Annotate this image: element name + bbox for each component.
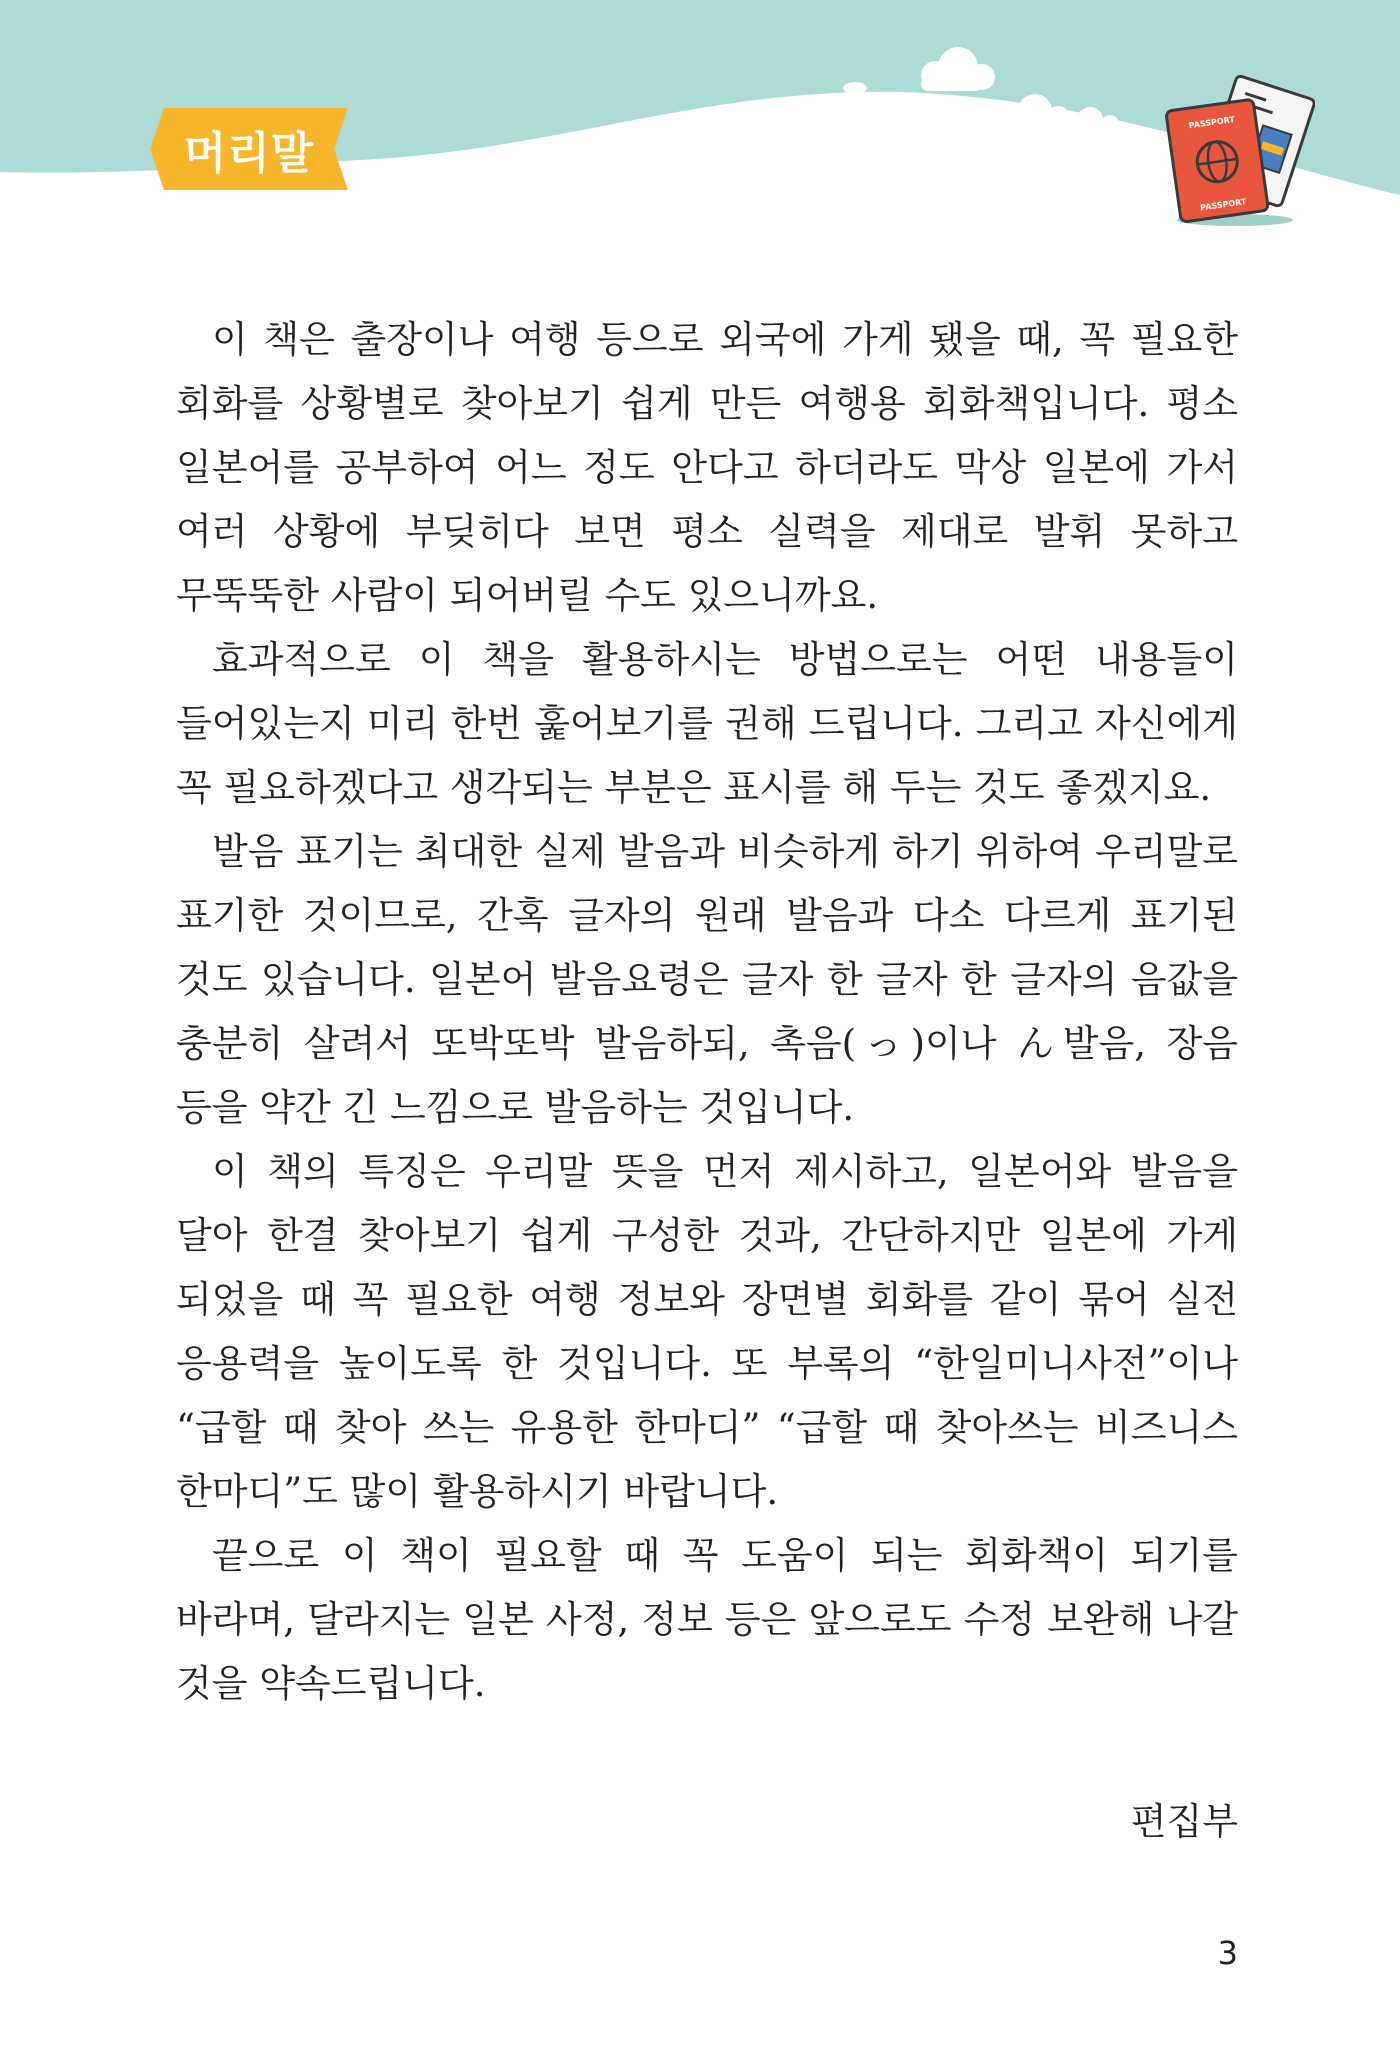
preface-body [176, 308, 1238, 1716]
passport-icon [1165, 70, 1315, 230]
paragraph: 끝으로 이 책이 필요할 때 꼭 도움이 되는 회화책이 되기를 바라며, 달라지는 일본 사정, 정보 등은 앞으로도 수정 보완해 나갈 것을 약속드립니다. [176, 1534, 1238, 1705]
paragraph: 이 책은 출장이나 여행 등으로 외국에 가게 됐을 때, 꼭 필요한 회화를 상황별로 찾아보기 쉽게 만든 여행용 회화책입니다. 평소 일본어를 공부하여 어느 정도 안다고 하더라도 막상 일본에 가서 여러 상황에 부딪히다 보면 평소 실력을 제대로 발휘 못하고 무뚝뚝한 사람이 되어버릴 수도 있으니까요. [176, 318, 1238, 617]
passport-label: PASSPORT [1188, 114, 1236, 131]
passport-label: PASSPORT [1199, 197, 1247, 213]
page-number: 3 [1217, 1934, 1238, 1972]
paragraph: 효과적으로 이 책을 활용하시는 방법으로는 어떤 내용들이 들어있는지 미리 한번 훑어보기를 권해 드립니다. 그리고 자신에게 꼭 필요하겠다고 생각되는 부분은 표시를 해 두는 것도 좋겠지요. [176, 638, 1238, 809]
paragraph: 발음 표기는 최대한 실제 발음과 비슷하게 하기 위하여 우리말로 표기한 것이므로, 간혹 글자의 원래 발음과 다소 다르게 표기된 것도 있습니다. 일본어 발음요령은 글자 한 글자 한 글자의 음값을 충분히 살려서 또박또박 발음하되, 촉음(っ)이나 ん발음, 장음 등을 약간 긴 느낌으로 발음하는 것입니다. [176, 830, 1238, 1129]
chapter-title: 머리말 [183, 128, 315, 179]
paragraph: 이 책의 특징은 우리말 뜻을 먼저 제시하고, 일본어와 발음을 달아 한결 찾아보기 쉽게 구성한 것과, 간단하지만 일본에 가게 되었을 때 꼭 필요한 여행 정보와 장면별 회화를 같이 묶어 실전 응용력을 높이도록 한 것입니다. 또 부록의 “한일미니사전”이나 “급할 때 찾아 쓰는 유용한 한마디” “급할 때 찾아쓰는 비즈니스 한마디”도 많이 활용하시기 바랍니다. [176, 1150, 1238, 1513]
signature: 편집부 [1130, 1800, 1238, 1843]
